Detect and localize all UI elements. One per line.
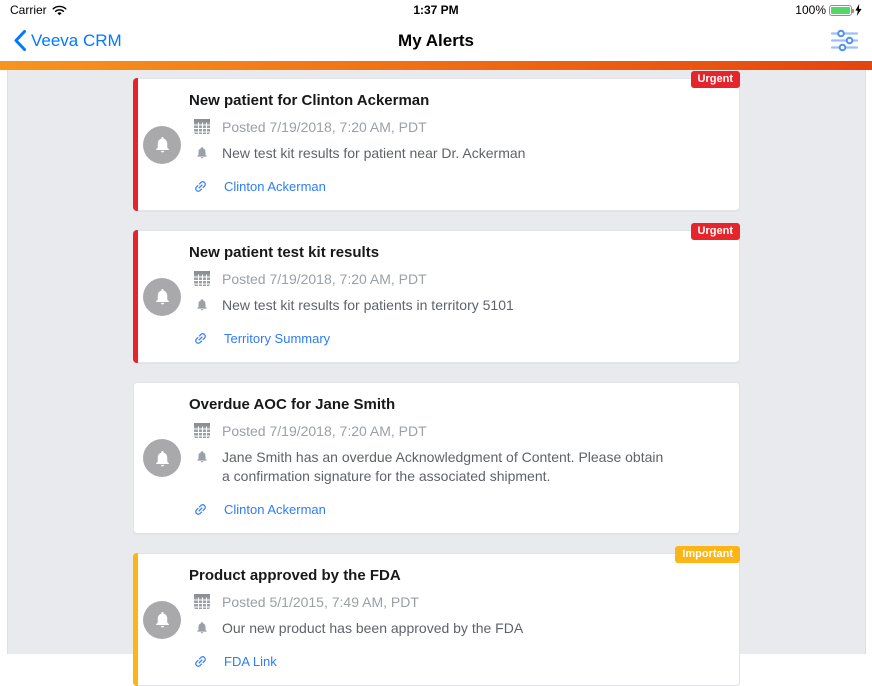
battery-icon [829, 5, 852, 16]
status-bar [0, 0, 872, 20]
alert-link-label: Territory Summary [224, 331, 331, 346]
priority-badge: Important [675, 546, 740, 563]
calendar-icon [194, 271, 210, 286]
bell-icon [195, 297, 209, 312]
calendar-icon [194, 119, 210, 134]
alert-bell-badge-icon [143, 278, 181, 316]
alerts-panel [7, 70, 866, 669]
alert-title: New patient test kit results [189, 244, 380, 261]
severity-stripe [133, 230, 138, 363]
calendar-icon [194, 423, 210, 438]
content-area [0, 70, 872, 669]
back-chevron-icon [14, 30, 26, 51]
bell-icon [195, 620, 209, 635]
alert-link[interactable] [193, 331, 723, 346]
alert-posted-date: Posted 5/1/2015, 7:49 AM, PDT [222, 594, 419, 610]
alert-message: New test kit results for patients in territory 5101 [222, 297, 514, 313]
link-chain-icon [193, 179, 208, 194]
severity-stripe [133, 78, 138, 211]
wifi-icon [52, 5, 67, 16]
accent-gradient-bar [0, 61, 872, 70]
alert-posted-date: Posted 7/19/2018, 7:20 AM, PDT [222, 423, 427, 439]
link-chain-icon [193, 654, 208, 669]
link-chain-icon [193, 502, 208, 517]
bell-icon [195, 449, 209, 464]
link-chain-icon [193, 331, 208, 346]
alert-link-label: Clinton Ackerman [224, 179, 326, 194]
alert-link-label: Clinton Ackerman [224, 502, 326, 517]
alert-card[interactable] [133, 225, 740, 363]
alert-link[interactable] [193, 179, 723, 194]
nav-bar [0, 20, 872, 61]
alerts-list [133, 73, 740, 686]
alert-card[interactable] [133, 73, 740, 211]
alert-message: New test kit results for patient near Dr. Ackerman [222, 145, 526, 161]
carrier-label: Carrier [10, 3, 47, 17]
calendar-icon [194, 594, 210, 609]
alert-link[interactable] [193, 654, 723, 669]
alert-bell-badge-icon [143, 439, 181, 477]
alert-title: New patient for Clinton Ackerman [189, 92, 430, 109]
alert-title: Product approved by the FDA [189, 567, 401, 584]
filter-button[interactable] [831, 29, 858, 52]
alert-posted-date: Posted 7/19/2018, 7:20 AM, PDT [222, 271, 427, 287]
back-button[interactable] [14, 30, 122, 51]
alert-link-label: FDA Link [224, 654, 277, 669]
page-title: My Alerts [398, 30, 474, 50]
alert-card[interactable] [133, 382, 740, 534]
alert-message: Jane Smith has an overdue Acknowledgment of Content. Please obtain a confirmation signature for the associated shipment. [222, 449, 664, 484]
alert-bell-badge-icon [143, 601, 181, 639]
alert-link[interactable] [193, 502, 723, 517]
alert-title: Overdue AOC for Jane Smith [189, 396, 396, 413]
battery-percent-label: 100% [795, 3, 826, 17]
filter-sliders-icon [831, 29, 858, 52]
charging-bolt-icon [855, 4, 862, 16]
severity-stripe [133, 553, 138, 686]
alert-card[interactable] [133, 548, 740, 686]
back-button-label: Veeva CRM [31, 30, 122, 50]
alert-bell-badge-icon [143, 126, 181, 164]
alert-posted-date: Posted 7/19/2018, 7:20 AM, PDT [222, 119, 427, 135]
status-time: 1:37 PM [413, 3, 459, 17]
priority-badge: Urgent [691, 71, 740, 88]
bell-icon [195, 145, 209, 160]
alert-message: Our new product has been approved by the FDA [222, 620, 524, 636]
priority-badge: Urgent [691, 223, 740, 240]
